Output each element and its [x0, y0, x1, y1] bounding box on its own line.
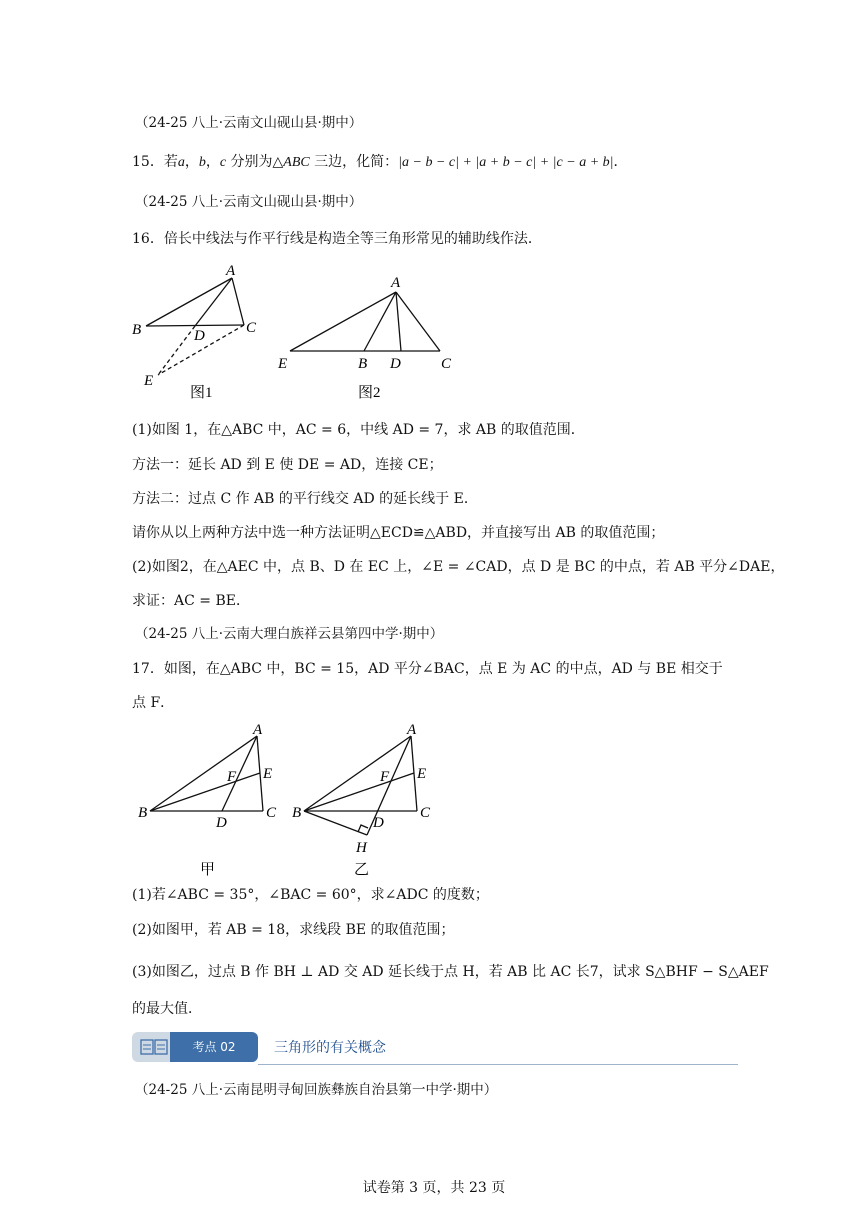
q17-fig-yi — [304, 736, 417, 835]
fig1-label-C: C — [246, 320, 257, 336]
q17-intro2: 点 F． — [132, 695, 175, 711]
q17-part3: (3)如图乙，过点 B 作 BH ⊥ AD 交 AD 延长线于点 H，若 AB 比 AC 长7，试求 S△BHF − S△AEF — [132, 964, 769, 980]
q16-part1: (1)如图 1，在△ABC 中，AC = 6，中线 AD = 7，求 AB 的取值范围． — [132, 422, 585, 438]
fig1-caption: 图1 — [190, 385, 213, 401]
section-divider — [258, 1064, 738, 1065]
q17-part3b: 的最大值． — [132, 1001, 202, 1017]
page-footer: 试卷第 3 页，共 23 页 — [362, 1180, 506, 1196]
fig1-label-E: E — [144, 373, 154, 389]
q16-figures — [128, 258, 468, 408]
q16-fig1 — [146, 278, 244, 375]
jia-label-D: D — [216, 815, 227, 831]
yi-label-A: A — [407, 722, 417, 738]
q15-stem: 15．若a，b，c 分别为△ABC 三边，化简：|a − b − c| + |a + b − c| + |c − a + b|． — [132, 154, 628, 170]
jia-label-E: E — [263, 766, 273, 782]
yi-label-D: D — [373, 815, 384, 831]
fig2-caption: 图2 — [358, 385, 381, 401]
fig2-label-E: E — [278, 356, 288, 372]
q17-intro: 17．如图，在△ABC 中，BC = 15，AD 平分∠BAC，点 E 为 AC 的中点，AD 与 BE 相交于 — [132, 661, 723, 677]
q17-fig-jia — [150, 736, 263, 811]
yi-label-H: H — [356, 840, 367, 856]
fig2-label-A: A — [391, 275, 401, 291]
jia-label-A: A — [253, 722, 263, 738]
yi-label-C: C — [420, 805, 431, 821]
q17-part2: (2)如图甲，若 AB = 18，求线段 BE 的取值范围； — [132, 922, 455, 938]
q16-source: （24-25 八上·云南文山砚山县·期中） — [135, 194, 363, 210]
jia-label-B: B — [138, 805, 148, 821]
jia-label-F: F — [227, 769, 237, 785]
q15-source: （24-25 八上·云南文山砚山县·期中） — [135, 115, 363, 131]
yi-label-F: F — [380, 769, 390, 785]
section-tag: 考点 02 — [170, 1032, 258, 1062]
fig1-label-D: D — [194, 328, 205, 344]
fig2-label-B: B — [358, 356, 368, 372]
q16-part2b: 求证：AC = BE． — [132, 593, 250, 609]
fig1-label-B: B — [132, 322, 142, 338]
yi-label-E: E — [417, 766, 427, 782]
q16-fig2 — [290, 292, 440, 351]
fig2-label-C: C — [441, 356, 452, 372]
section-badge — [132, 1032, 258, 1062]
q17-part1: (1)若∠ABC = 35°，∠BAC = 60°，求∠ADC 的度数； — [132, 887, 489, 903]
q17-figures — [130, 718, 450, 880]
fig-yi-caption: 乙 — [354, 862, 370, 878]
jia-label-C: C — [266, 805, 277, 821]
q15-expression: |a − b − c| + |a + b − c| + |c − a + b| — [398, 155, 614, 170]
q16-method1: 方法一：延长 AD 到 E 使 DE = AD，连接 CE； — [132, 457, 443, 473]
fig2-label-D: D — [390, 356, 401, 372]
q16-method2: 方法二：过点 C 作 AB 的平行线交 AD 的延长线于 E． — [132, 491, 478, 507]
section-title: 三角形的有关概念 — [274, 1040, 386, 1056]
fig-jia-caption: 甲 — [200, 862, 216, 878]
q16-part2: (2)如图2，在△AEC 中，点 B、D 在 EC 上，∠E = ∠CAD，点 D 是 BC 的中点，若 AB 平分∠DAE， — [132, 559, 785, 575]
yi-label-B: B — [292, 805, 302, 821]
q16-prompt: 请你从以上两种方法中选一种方法证明△ECD≌△ABD，并直接写出 AB 的取值范围； — [132, 525, 665, 541]
q17-source: （24-25 八上·云南大理白族祥云县第四中学·期中） — [135, 626, 444, 642]
q18-source: （24-25 八上·云南昆明寻甸回族彝族自治县第一中学·期中） — [135, 1082, 498, 1098]
q16-intro: 16．倍长中线法与作平行线是构造全等三角形常见的辅助线作法． — [132, 231, 542, 247]
fig1-label-A: A — [226, 263, 236, 279]
